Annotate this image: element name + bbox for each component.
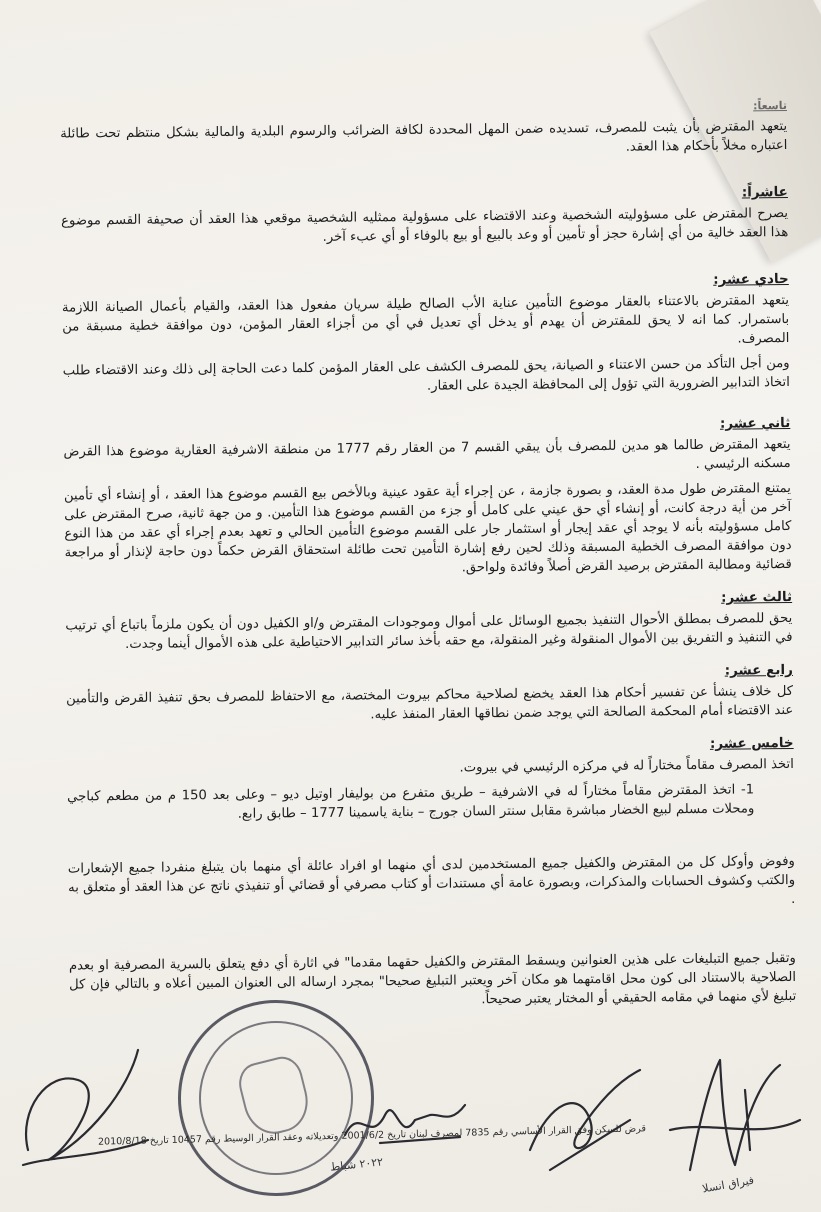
handwritten-date: ٢٠٢٢ شباط xyxy=(329,1155,384,1174)
section-fifteenth xyxy=(67,734,795,826)
signature-left xyxy=(8,1030,158,1180)
section-paragraph: كل خلاف ينشأ عن تفسير أحكام هذا العقد يخضع لصلاحية محاكم بيروت المختصة، مع الاحتفاظ للمصرف بحق تنفيذ القرض والتأمين عند الاقتضاء أمام المحكمة الصالحة التي يوجد ضمن نطاقها العقار المنفذ عليه. xyxy=(66,683,794,723)
section-paragraph: وتقبل جميع التبليغات على هذين العنوانين ويسقط المقترض والكفيل حقهما مقدما" في اثارة أي دفع يتعلق بالسرية المصرفية او بعدم الصلاحية بالاستناد الى كون محل اقامتهما هو مكان آخر ويعتبر التبليغ صحيحا" بمجرد ارساله الى العنوان المبين أعلاه و بالتالي فإن كل تبليغ لأي منهما في مقامه الحقيقي أو المختار يعتبر صحيحاً. xyxy=(68,950,797,1008)
section-tenth xyxy=(61,183,789,250)
section-paragraph: يتعهد المقترض طالما هو مدين للمصرف بأن يبقي القسم 7 من العقار رقم 1777 من منطقة الاشرفية العقارية موضوع هذا القرض مسكنه الرئيسي . xyxy=(63,436,791,472)
section-ninth xyxy=(60,96,788,163)
section-paragraph: يتعهد المقترض بأن يثبت للمصرف، تسديده ضمن المهل المحددة لكافة الضرائب والرسوم البلدية والمالية بشكل منتظم تحت طائلة اعتباره مخلاً بأحكام هذا العقد. xyxy=(60,118,788,155)
section-heading: حادي عشر: xyxy=(713,270,789,288)
section-paragraph: اتخذ المصرف مقاماً مختاراً له في مركزه الرئيسي في بيروت. xyxy=(459,756,794,776)
contract-text xyxy=(60,99,797,1028)
footer-reference: قرض للسكن وفق القرار الأساسي رقم 7835 لمصرف لبنان تاريخ 2001/6/2 وتعديلاته وعقد القرار الوسيط رقم 10457 تاريخ 2010/8/18 xyxy=(97,1123,647,1148)
section-heading: ثالث عشر: xyxy=(721,588,793,606)
section-heading: ثاني عشر: xyxy=(719,414,791,432)
section-paragraph: يتعهد المقترض بالاعتناء بالعقار موضوع التأمين عناية الأب الصالح طيلة سريان مفعول هذا العقد، والقيام بأعمال الصيانة اللازمة باستمرار. كما انه لا يحق للمقترض أن يهدم أو يدخل أي تعديل في أي من أجزاء العقار المؤمن، دون موافقة خطية مسبقة من المصرف. xyxy=(61,292,790,347)
section-fourteenth xyxy=(66,661,794,728)
section-paragraph: يمتنع المقترض طول مدة العقد، و بصورة جازمة ، عن إجراء أية عقود عينية وبالأخص بيع القسم موضوع هذا العقد ، أو إنشاء أي تأمين آخر من أية درجة كانت، أو إنشاء أي حق عيني على كامل أو جزء من القسم موضوع هذا التأمين. و من جهة ثانية، صرح المقترض على كامل مسؤوليته بأنه لا يوجد أي عقد إيجار أو استثمار جار على القسم موضوع التأمين الحالي و تعهد بعدم إجراء أي عقد من هذا النوع دون موافقة المصرف الخطية المسبقة وذلك لحين رفع إشارة التأمين تحت طائلة استحقاق القرض حكماً دون حاجة لإنذار أو مراجعة قضائية ومطالبة المقترض برصيد القرض أصلاً وفائدة ولواحق. xyxy=(63,480,792,576)
section-paragraph: يصرح المقترض على مسؤوليته الشخصية وعند الاقتضاء على مسؤولية ممثليه الشخصية موقعي هذا العقد أن صحيفة القسم موضوع هذا العقد خالية من أي إشارة حجز أو تأمين أو وعد بالبيع أو بيع بالوفاء أو أي عبء آخر. xyxy=(61,205,789,245)
section-notifications xyxy=(69,949,797,1014)
section-thirteenth xyxy=(65,588,793,655)
section-heading: عاشراً: xyxy=(741,183,788,201)
section-paragraph: يحق للمصرف بمطلق الأحوال التنفيذ بجميع الوسائل على أموال وموجودات المقترض و/او الكفيل دون أن يكون ملزماً باتباع أي ترتيب في التنفيذ و التفريق بين الأموال المنقولة وغير المنقولة، مع حقه بأخذ سائر التدابير الاحتياطية على هذه الأموال أينما وجدت. xyxy=(65,610,793,652)
section-heading: خامس عشر: xyxy=(709,734,794,752)
signature-right xyxy=(650,1050,810,1180)
section-heading: تاسعاً: xyxy=(753,99,787,113)
section-twelfth xyxy=(63,414,792,582)
section-eleventh xyxy=(62,270,790,400)
section-paragraph: وفوض وأوكل كل من المقترض والكفيل جميع المستخدمين لدى أي منهما او افراد عائلة أي منهما بان يتبلغ منفردا جميع الإشعارات والكتب وكشوف الحسابات والمذكرات، وبصورة عامة أي مستندات أو كتاب مصرفي أو قضائي أو تنفيذي ناتج عن هذا العقد أو متعلق به . xyxy=(67,853,796,908)
section-power-of-notification xyxy=(68,852,796,917)
handwritten-margin-note: فيراق انسلا xyxy=(701,1173,755,1196)
section-paragraph: ومن أجل التأكد من حسن الاعتناء و الصيانة، يحق للمصرف الكشف على العقار المؤمن كلما دعت الحاجة إلى ذلك وعند الاقتضاء طلب اتخاذ التدابير الضرورية التي تؤول إلى المحافظة الجيدة على العقار. xyxy=(62,355,790,394)
signature-center-right xyxy=(520,1060,650,1180)
address-list-item: 1- اتخذ المقترض مقاماً مختاراً له في الاشرفية – طريق متفرع من بوليفار اوتيل ديو – وعلى بعد 150 م من مطعم كباجي ومحلات مسلم لبيع الخضار مباشرة مقابل سنتر السان جورج – بناية ياسمينا 1777 – طابق رابع. xyxy=(67,782,755,822)
section-heading: رابع عشر: xyxy=(724,661,793,679)
